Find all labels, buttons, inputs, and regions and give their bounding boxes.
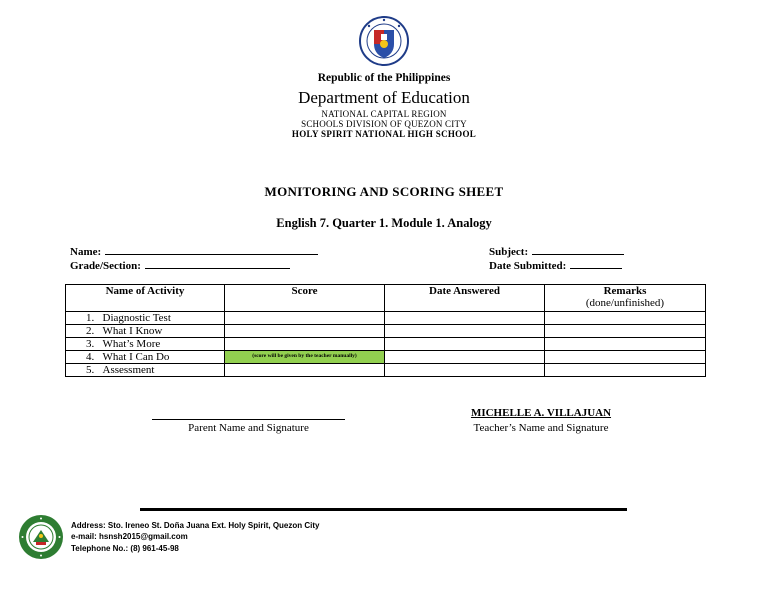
date-answered-cell[interactable]: [385, 364, 545, 377]
header-remarks-label: Remarks: [603, 285, 647, 297]
activity-number: 3.: [86, 338, 95, 350]
activity-name: What I Can Do: [102, 351, 170, 363]
activity-name: What I Know: [102, 325, 163, 337]
score-note-cell: (score will be given by the teacher manually): [225, 351, 385, 364]
remarks-cell[interactable]: [545, 364, 706, 377]
header-remarks: [545, 285, 706, 312]
score-cell[interactable]: [225, 364, 385, 377]
score-cell[interactable]: [225, 312, 385, 325]
date-submitted-field: [489, 258, 622, 272]
table-row: [66, 325, 706, 338]
table-row: [66, 364, 706, 377]
scoring-table: [65, 284, 706, 377]
teacher-name: MICHELLE A. VILLAJUAN: [470, 407, 612, 419]
parent-signature-line[interactable]: [152, 419, 345, 420]
table-row: [66, 338, 706, 351]
date-answered-cell[interactable]: [385, 351, 545, 364]
score-cell[interactable]: [225, 325, 385, 338]
activity-number: 5.: [86, 364, 95, 376]
name-label: Name:: [70, 246, 102, 258]
module-subtitle: English 7. Quarter 1. Module 1. Analogy: [276, 216, 492, 230]
activity-cell: [66, 351, 225, 364]
activity-cell: [66, 312, 225, 325]
sheet-title: MONITORING AND SCORING SHEET: [264, 184, 504, 199]
school-heading: HOLY SPIRIT NATIONAL HIGH SCHOOL: [291, 129, 477, 139]
date-answered-cell[interactable]: [385, 312, 545, 325]
name-field: [70, 244, 318, 258]
footer-address: Address: Sto. Ireneo St. Doña Juana Ext. Holy Spirit, Quezon City: [71, 521, 320, 530]
date-answered-cell[interactable]: [385, 338, 545, 351]
subject-label: Subject:: [489, 246, 529, 258]
header-remarks-sub: (done/unfinished): [585, 297, 665, 309]
parent-signature-label: Parent Name and Signature: [188, 422, 309, 434]
score-cell[interactable]: [225, 338, 385, 351]
header-date-answered: Date Answered: [385, 285, 545, 312]
date-submitted-label: Date Submitted:: [489, 260, 567, 272]
grade-section-label: Grade/Section:: [70, 260, 141, 272]
teacher-signature-label: Teacher’s Name and Signature: [473, 422, 609, 434]
header-score: Score: [225, 285, 385, 312]
activity-number: 2.: [86, 325, 95, 337]
remarks-cell[interactable]: [545, 351, 706, 364]
date-submitted-blank[interactable]: [570, 258, 622, 269]
activity-name: Assessment: [102, 364, 155, 376]
division-heading: SCHOOLS DIVISION OF QUEZON CITY: [301, 119, 467, 129]
activity-number: 4.: [86, 351, 95, 363]
grade-section-field: [70, 258, 290, 272]
activity-cell: [66, 325, 225, 338]
region-heading: NATIONAL CAPITAL REGION: [321, 109, 447, 119]
department-heading: Department of Education: [298, 88, 470, 107]
table-row: [66, 351, 706, 364]
activity-name: Diagnostic Test: [102, 312, 171, 324]
activity-name: What’s More: [102, 338, 161, 350]
remarks-cell[interactable]: [545, 312, 706, 325]
remarks-cell[interactable]: [545, 338, 706, 351]
subject-blank[interactable]: [532, 244, 624, 255]
grade-section-blank[interactable]: [145, 258, 290, 269]
activity-number: 1.: [86, 312, 95, 324]
activity-cell: [66, 338, 225, 351]
school-logo-icon: [18, 514, 64, 560]
table-row: [66, 312, 706, 325]
footer-email: e-mail: hsnsh2015@gmail.com: [71, 532, 188, 541]
name-blank[interactable]: [105, 244, 318, 255]
date-answered-cell[interactable]: [385, 325, 545, 338]
footer-divider: [140, 508, 627, 511]
activity-cell: [66, 364, 225, 377]
remarks-cell[interactable]: [545, 325, 706, 338]
subject-field: [489, 244, 624, 258]
deped-seal-icon: [359, 14, 409, 68]
header-activity: Name of Activity: [66, 285, 225, 312]
republic-heading: Republic of the Philippines: [317, 72, 451, 84]
footer-telephone: Telephone No.: (8) 961-45-98: [71, 544, 179, 553]
